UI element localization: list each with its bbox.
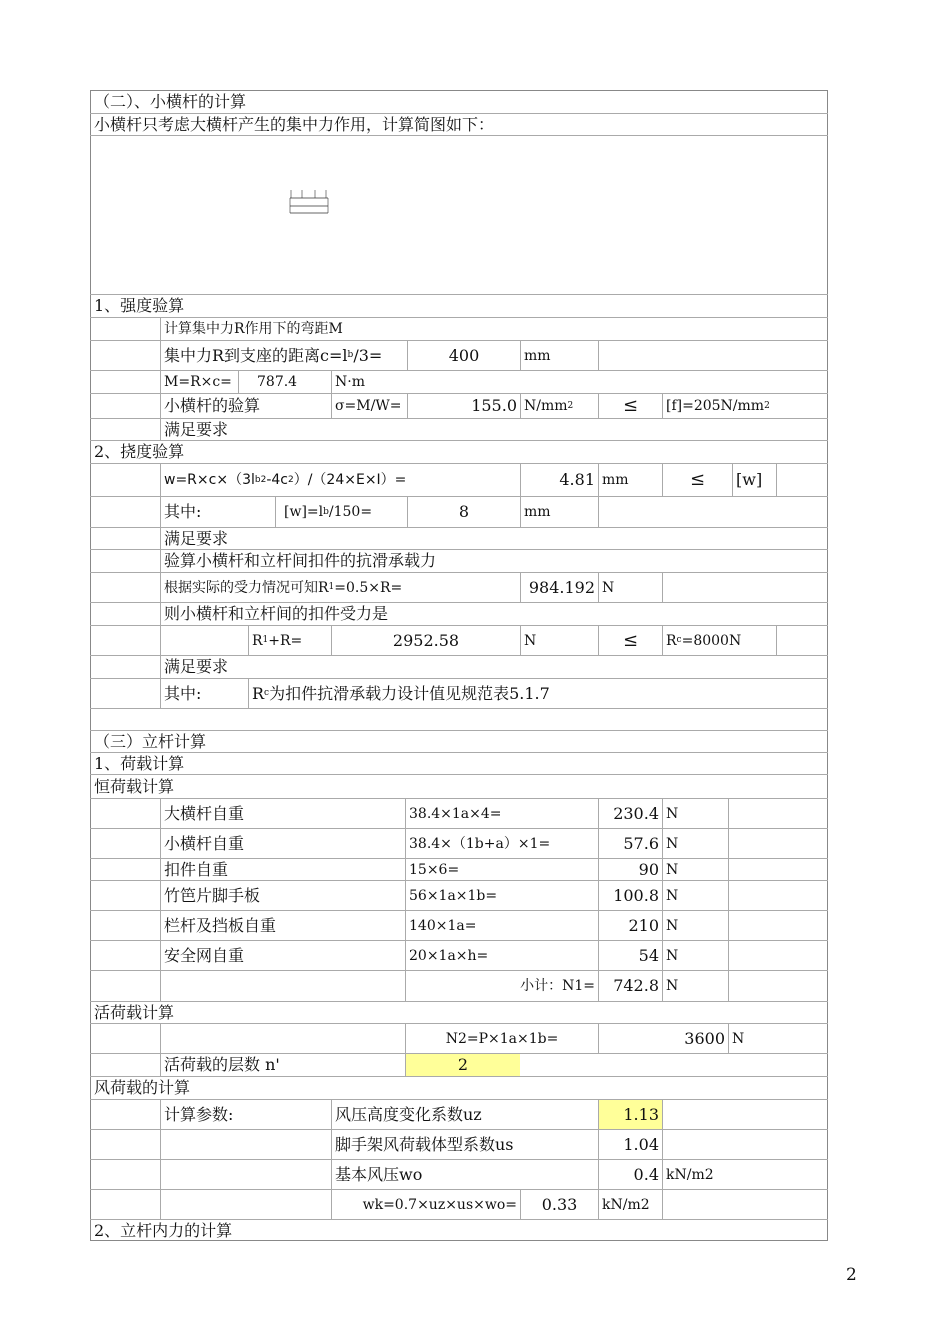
empty-cell — [662, 1100, 828, 1129]
w-unit: mm — [598, 464, 662, 496]
uz-label: 风压高度变化系数uz — [331, 1100, 598, 1129]
inner-title: 2、立杆内力的计算 — [94, 1220, 233, 1240]
dead-load-value: 230.4 — [598, 799, 662, 828]
empty-cell — [662, 1130, 828, 1159]
empty-cell — [160, 1160, 331, 1189]
w-def-value: 8 — [407, 497, 520, 527]
w-def-label: [w]=l b /150= — [275, 497, 407, 527]
dead-load-name: 扣件自重 — [160, 859, 405, 880]
sigma-unit: N/mm 2 — [520, 394, 598, 418]
n2-label: N2=P×1a×1b= — [405, 1024, 598, 1053]
distance-value: 400 — [407, 341, 520, 370]
r1-value: 984.192 — [520, 573, 598, 602]
row-ok1 — [90, 418, 828, 440]
deflection-title: 2、挠度验算 — [94, 442, 185, 461]
row-w-formula — [90, 463, 828, 496]
m-label: M=R×c= — [160, 371, 238, 393]
sigma-value: 155.0 — [407, 394, 520, 418]
distance-label: 集中力R到支座的距离c=l b /3= — [160, 341, 407, 370]
wo-unit: kN/m2 — [662, 1160, 828, 1189]
row-n2 — [90, 1023, 828, 1053]
us-value: 1.04 — [598, 1130, 662, 1159]
subtotal-unit: N — [662, 971, 728, 1001]
empty-cell — [728, 941, 828, 970]
row-r1 — [90, 572, 828, 602]
n2-value: 3600 — [598, 1024, 728, 1053]
w-allow: [w] — [732, 464, 776, 496]
where-label: 其中: — [160, 679, 248, 708]
r-sum-label: R 1 +R= — [248, 626, 331, 655]
wo-value: 0.4 — [598, 1160, 662, 1189]
row-sigma — [90, 393, 828, 418]
dead-load-value: 90 — [598, 859, 662, 880]
empty-cell — [598, 341, 828, 370]
sec2-intro: 小横杆只考虑大横杆产生的集中力作用，计算简图如下： — [94, 114, 495, 134]
row-r-sum — [90, 625, 828, 655]
w-value: 4.81 — [520, 464, 598, 496]
sigma-label: σ=M/W= — [331, 394, 407, 418]
rc-note: R c 为扣件抗滑承载力设计值见规范表5.1.7 — [248, 679, 828, 708]
row-live-title — [90, 1001, 828, 1023]
table-row — [90, 910, 828, 940]
row-dead-title — [90, 774, 828, 798]
table-row — [90, 940, 828, 970]
page-number: 2 — [846, 1265, 857, 1285]
empty-cell — [728, 881, 828, 910]
dead-load-unit: N — [662, 829, 728, 858]
dead-load-unit: N — [662, 859, 728, 880]
allow-value: [f]=205N/mm 2 — [662, 394, 828, 418]
ok-text: 满足要求 — [160, 656, 828, 678]
rc-value: R c =8000N — [662, 626, 776, 655]
empty-cell — [728, 799, 828, 828]
empty-cell — [728, 971, 828, 1001]
empty-cell — [160, 971, 405, 1001]
beam-diagram — [288, 188, 332, 218]
row-w-def — [90, 496, 828, 527]
table-row — [90, 828, 828, 858]
row-layers — [90, 1053, 828, 1076]
live-title: 活荷载计算 — [94, 1002, 175, 1022]
row-uz — [90, 1099, 828, 1129]
row-subtotal — [90, 970, 828, 1001]
dead-load-name: 栏杆及挡板自重 — [160, 911, 405, 940]
r1-label: 根据实际的受力情况可知R 1 =0.5×R= — [160, 573, 520, 602]
n2-unit: N — [728, 1024, 828, 1053]
layers-label: 活荷载的层数 n' — [160, 1054, 405, 1076]
where-label: 其中: — [160, 497, 275, 527]
us-label: 脚手架风荷载体型系数us — [331, 1130, 598, 1159]
subtotal-value: 742.8 — [598, 971, 662, 1001]
diagram-area — [90, 135, 828, 294]
row-deflection-title — [90, 440, 828, 463]
wind-title: 风荷载的计算 — [94, 1078, 191, 1097]
dead-load-formula: 15×6= — [405, 859, 598, 880]
row-m — [90, 370, 828, 393]
empty-cell — [598, 497, 828, 527]
m-value: 787.4 — [238, 371, 331, 393]
table-row — [90, 858, 828, 880]
wk-value: 0.33 — [520, 1190, 598, 1219]
dead-load-formula: 38.4×1a×4= — [405, 799, 598, 828]
dead-load-value: 57.6 — [598, 829, 662, 858]
empty-cell — [728, 829, 828, 858]
dead-title: 恒荷载计算 — [94, 776, 175, 796]
row-sec2-intro — [90, 113, 828, 135]
row-sec2-title — [90, 90, 828, 113]
w-formula: w=R×c×（3l b 2 -4c 2 ）/（24×E×I）= — [160, 464, 520, 496]
moment-label: 计算集中力R作用下的弯距M — [160, 318, 828, 340]
empty-cell — [662, 1190, 828, 1219]
dead-load-name: 大横杆自重 — [160, 799, 405, 828]
dead-load-formula: 20×1a×h= — [405, 941, 598, 970]
strength-title: 1、强度验算 — [94, 296, 185, 315]
dead-load-value: 100.8 — [598, 881, 662, 910]
dead-load-value: 210 — [598, 911, 662, 940]
empty-cell — [776, 464, 828, 496]
load-title: 1、荷载计算 — [94, 753, 185, 773]
row-wk — [90, 1189, 828, 1219]
row-wo — [90, 1159, 828, 1189]
row-wind-title — [90, 1076, 828, 1099]
row-ok3 — [90, 655, 828, 678]
row-load-title — [90, 752, 828, 774]
dead-load-unit: N — [662, 941, 728, 970]
wk-label: wk=0.7×uz×us×wo= — [331, 1190, 520, 1219]
table-row — [90, 798, 828, 828]
sec3-title: （三）立杆计算 — [94, 731, 207, 751]
empty-cell — [662, 573, 828, 602]
le-sign-2: ≤ — [662, 464, 732, 496]
row-blank — [90, 708, 828, 730]
empty-cell — [160, 1130, 331, 1159]
slip-title: 验算小横杆和立杆间扣件的抗滑承载力 — [160, 550, 828, 572]
row-inner-title — [90, 1219, 828, 1241]
empty-cell — [160, 1190, 331, 1219]
empty-cell — [728, 859, 828, 880]
r1-unit: N — [598, 573, 662, 602]
dead-load-formula: 140×1a= — [405, 911, 598, 940]
row-moment-label — [90, 317, 828, 340]
dead-load-name: 小横杆自重 — [160, 829, 405, 858]
empty-cell — [728, 911, 828, 940]
dead-load-formula: 56×1a×1b= — [405, 881, 598, 910]
ok-text: 满足要求 — [160, 528, 828, 549]
dead-load-name: 竹笆片脚手板 — [160, 881, 405, 910]
row-slip-title — [90, 549, 828, 572]
subtotal-label: 小计：N1= — [405, 971, 598, 1001]
table-row — [90, 880, 828, 910]
check-label: 小横杆的验算 — [160, 394, 331, 418]
row-ok2 — [90, 527, 828, 549]
row-distance — [90, 340, 828, 370]
row-rc-note — [90, 678, 828, 708]
row-sec3-title — [90, 730, 828, 752]
force-text: 则小横杆和立杆间的扣件受力是 — [160, 603, 828, 625]
sec2-title: （二）、小横杆的计算 — [94, 91, 247, 111]
r-sum-value: 2952.58 — [331, 626, 520, 655]
dead-load-formula: 38.4×（1b+a）×1= — [405, 829, 598, 858]
row-strength-title — [90, 294, 828, 317]
wo-label: 基本风压wo — [331, 1160, 598, 1189]
dead-load-name: 安全网自重 — [160, 941, 405, 970]
empty-cell — [160, 1024, 405, 1053]
dead-load-unit: N — [662, 911, 728, 940]
dead-load-unit: N — [662, 799, 728, 828]
le-sign: ≤ — [598, 394, 662, 418]
params-label: 计算参数: — [160, 1100, 331, 1129]
empty-cell — [776, 626, 828, 655]
dead-load-value: 54 — [598, 941, 662, 970]
uz-value[interactable]: 1.13 — [598, 1100, 662, 1129]
empty-cell — [160, 626, 248, 655]
layers-value[interactable]: 2 — [405, 1054, 520, 1076]
distance-unit: mm — [520, 341, 598, 370]
w-def-unit: mm — [520, 497, 598, 527]
row-us — [90, 1129, 828, 1159]
r-sum-unit: N — [520, 626, 598, 655]
dead-load-unit: N — [662, 881, 728, 910]
row-force-text — [90, 602, 828, 625]
ok-text: 满足要求 — [160, 419, 828, 440]
wk-unit: kN/m2 — [598, 1190, 662, 1219]
le-sign-3: ≤ — [598, 626, 662, 655]
m-unit: N·m — [331, 371, 407, 393]
